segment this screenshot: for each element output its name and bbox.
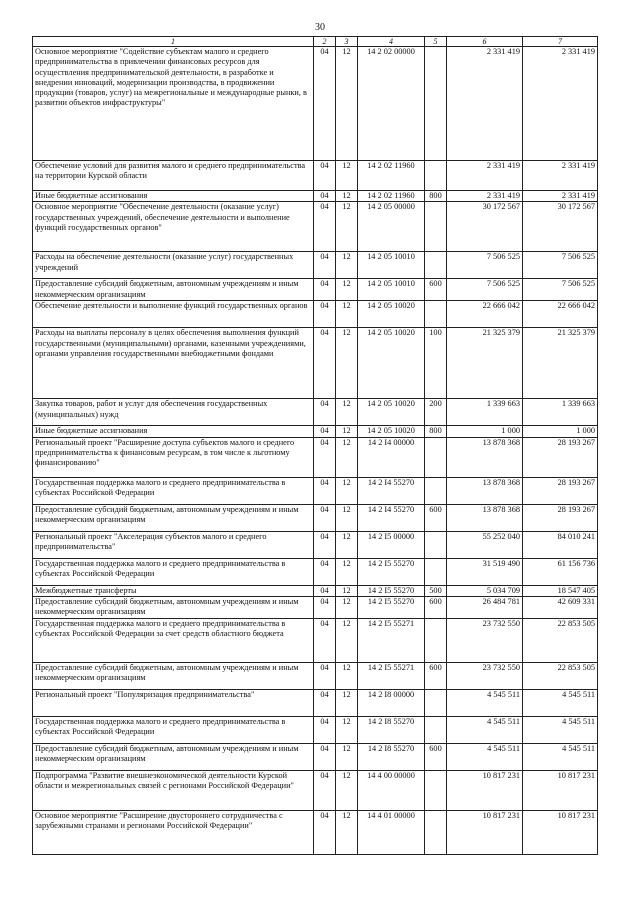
pr-cell: 12 <box>336 662 358 689</box>
pr-cell: 12 <box>336 558 358 585</box>
rz-cell: 04 <box>314 558 336 585</box>
amount-2-cell: 61 156 736 <box>523 558 598 585</box>
table-row <box>33 202 598 252</box>
table-row <box>33 328 598 399</box>
amount-2-cell: 18 547 405 <box>523 585 598 596</box>
table-row <box>33 531 598 558</box>
csr-cell: 14 2 05 10020 <box>358 328 425 399</box>
csr-cell: 14 2 I4 00000 <box>358 437 425 477</box>
csr-cell: 14 2 I5 55271 <box>358 662 425 689</box>
header-col-7: 7 <box>523 37 598 47</box>
vr-cell <box>425 252 447 279</box>
vr-cell <box>425 716 447 743</box>
pr-cell: 12 <box>336 191 358 202</box>
vr-cell: 600 <box>425 279 447 301</box>
header-col-2: 2 <box>314 37 336 47</box>
amount-1-cell: 4 545 511 <box>447 689 523 716</box>
pr-cell: 12 <box>336 252 358 279</box>
amount-2-cell: 10 817 231 <box>523 770 598 810</box>
table-row <box>33 47 598 161</box>
pr-cell: 12 <box>336 477 358 504</box>
name-cell: Расходы на выплаты персоналу в целях обеспечения выполнения функций государственными (муниципальными) органами, казенными учреждениями, органами управления государственными внебюджетными фондами <box>33 328 314 399</box>
amount-2-cell: 4 545 511 <box>523 743 598 770</box>
rz-cell: 04 <box>314 426 336 437</box>
name-cell: Подпрограмма "Развитие внешнеэкономической деятельности Курской области и межрегиональных связей с регионами Российской Федерации" <box>33 770 314 810</box>
table-row <box>33 504 598 531</box>
csr-cell: 14 2 I8 55270 <box>358 743 425 770</box>
pr-cell: 12 <box>336 531 358 558</box>
amount-2-cell: 21 325 379 <box>523 328 598 399</box>
amount-1-cell: 22 666 042 <box>447 301 523 328</box>
vr-cell <box>425 689 447 716</box>
rz-cell: 04 <box>314 596 336 618</box>
pr-cell: 12 <box>336 161 358 191</box>
amount-2-cell: 84 010 241 <box>523 531 598 558</box>
amount-2-cell: 4 545 511 <box>523 689 598 716</box>
rz-cell: 04 <box>314 743 336 770</box>
table-row <box>33 301 598 328</box>
csr-cell: 14 2 I5 55270 <box>358 596 425 618</box>
csr-cell: 14 2 02 11960 <box>358 161 425 191</box>
amount-1-cell: 2 331 419 <box>447 191 523 202</box>
amount-1-cell: 7 506 525 <box>447 252 523 279</box>
vr-cell <box>425 202 447 252</box>
pr-cell: 12 <box>336 689 358 716</box>
vr-cell <box>425 437 447 477</box>
table-row <box>33 161 598 191</box>
csr-cell: 14 2 05 10010 <box>358 279 425 301</box>
name-cell: Региональный проект "Популяризация предпринимательства" <box>33 689 314 716</box>
amount-2-cell: 22 853 505 <box>523 618 598 662</box>
amount-2-cell: 1 000 <box>523 426 598 437</box>
rz-cell: 04 <box>314 202 336 252</box>
pr-cell: 12 <box>336 504 358 531</box>
table-row <box>33 689 598 716</box>
amount-2-cell: 2 331 419 <box>523 47 598 161</box>
amount-2-cell: 7 506 525 <box>523 252 598 279</box>
name-cell: Государственная поддержка малого и среднего предпринимательства в субъектах Российской Федерации <box>33 477 314 504</box>
amount-1-cell: 23 732 550 <box>447 618 523 662</box>
amount-1-cell: 23 732 550 <box>447 662 523 689</box>
table-row <box>33 477 598 504</box>
vr-cell <box>425 618 447 662</box>
amount-1-cell: 1 000 <box>447 426 523 437</box>
vr-cell: 600 <box>425 504 447 531</box>
rz-cell: 04 <box>314 477 336 504</box>
pr-cell: 12 <box>336 585 358 596</box>
csr-cell: 14 2 I8 00000 <box>358 689 425 716</box>
pr-cell: 12 <box>336 399 358 426</box>
amount-2-cell: 1 339 663 <box>523 399 598 426</box>
header-col-1: 1 <box>33 37 314 47</box>
rz-cell: 04 <box>314 399 336 426</box>
csr-cell: 14 2 05 10010 <box>358 252 425 279</box>
amount-1-cell: 10 817 231 <box>447 770 523 810</box>
name-cell: Государственная поддержка малого и среднего предпринимательства в субъектах Российской Федерации <box>33 716 314 743</box>
pr-cell: 12 <box>336 279 358 301</box>
amount-1-cell: 13 878 368 <box>447 504 523 531</box>
name-cell: Предоставление субсидий бюджетным, автономным учреждениям и иным некоммерческим организациям <box>33 504 314 531</box>
amount-2-cell: 28 193 267 <box>523 504 598 531</box>
csr-cell: 14 2 I5 55270 <box>358 585 425 596</box>
pr-cell: 12 <box>336 810 358 854</box>
vr-cell: 500 <box>425 585 447 596</box>
name-cell: Предоставление субсидий бюджетным, автономным учреждениям и иным некоммерческим организациям <box>33 279 314 301</box>
rz-cell: 04 <box>314 585 336 596</box>
amount-1-cell: 2 331 419 <box>447 161 523 191</box>
rz-cell: 04 <box>314 47 336 161</box>
header-col-5: 5 <box>425 37 447 47</box>
amount-1-cell: 31 519 490 <box>447 558 523 585</box>
pr-cell: 12 <box>336 202 358 252</box>
rz-cell: 04 <box>314 810 336 854</box>
rz-cell: 04 <box>314 770 336 810</box>
name-cell: Межбюджетные трансферты <box>33 585 314 596</box>
header-col-3: 3 <box>336 37 358 47</box>
csr-cell: 14 4 01 00000 <box>358 810 425 854</box>
csr-cell: 14 2 I8 55270 <box>358 716 425 743</box>
csr-cell: 14 4 00 00000 <box>358 770 425 810</box>
amount-2-cell: 4 545 511 <box>523 716 598 743</box>
rz-cell: 04 <box>314 328 336 399</box>
name-cell: Государственная поддержка малого и среднего предпринимательства в субъектах Российской Федерации <box>33 558 314 585</box>
amount-1-cell: 7 506 525 <box>447 279 523 301</box>
name-cell: Региональный проект "Расширение доступа субъектов малого и среднего предпринимательства к финансовым ресурсам, в том числе к льготному финансированию" <box>33 437 314 477</box>
vr-cell <box>425 47 447 161</box>
csr-cell: 14 2 I4 55270 <box>358 477 425 504</box>
table-row <box>33 810 598 854</box>
table-row <box>33 252 598 279</box>
amount-1-cell: 5 034 709 <box>447 585 523 596</box>
csr-cell: 14 2 02 11960 <box>358 191 425 202</box>
page-number: 30 <box>315 22 325 33</box>
rz-cell: 04 <box>314 279 336 301</box>
amount-1-cell: 21 325 379 <box>447 328 523 399</box>
csr-cell: 14 2 I4 55270 <box>358 504 425 531</box>
amount-2-cell: 2 331 419 <box>523 161 598 191</box>
amount-1-cell: 26 484 781 <box>447 596 523 618</box>
pr-cell: 12 <box>336 743 358 770</box>
vr-cell <box>425 477 447 504</box>
name-cell: Обеспечение условий для развития малого и среднего предпринимательства на территории Курской области <box>33 161 314 191</box>
header-col-4: 4 <box>358 37 425 47</box>
amount-1-cell: 30 172 567 <box>447 202 523 252</box>
rz-cell: 04 <box>314 252 336 279</box>
rz-cell: 04 <box>314 191 336 202</box>
name-cell: Основное мероприятие "Расширение двустороннего сотрудничества с зарубежными странами и регионами Российской Федерации" <box>33 810 314 854</box>
rz-cell: 04 <box>314 689 336 716</box>
csr-cell: 14 2 05 10020 <box>358 399 425 426</box>
csr-cell: 14 2 02 00000 <box>358 47 425 161</box>
budget-table <box>32 36 598 855</box>
header-col-6: 6 <box>447 37 523 47</box>
amount-1-cell: 13 878 368 <box>447 437 523 477</box>
csr-cell: 14 2 I5 55270 <box>358 558 425 585</box>
csr-cell: 14 2 05 10020 <box>358 426 425 437</box>
vr-cell: 600 <box>425 596 447 618</box>
rz-cell: 04 <box>314 662 336 689</box>
table-row <box>33 585 598 596</box>
name-cell: Основное мероприятие "Обеспечение деятельности (оказание услуг) государственных учреждений, обеспечение деятельности и выполнение функций государственных органов" <box>33 202 314 252</box>
rz-cell: 04 <box>314 504 336 531</box>
table-row <box>33 770 598 810</box>
table-row <box>33 426 598 437</box>
table-row <box>33 743 598 770</box>
name-cell: Предоставление субсидий бюджетным, автономным учреждениям и иным некоммерческим организациям <box>33 743 314 770</box>
name-cell: Иные бюджетные ассигнования <box>33 426 314 437</box>
table-row <box>33 716 598 743</box>
vr-cell: 600 <box>425 662 447 689</box>
vr-cell <box>425 558 447 585</box>
table-row <box>33 399 598 426</box>
amount-1-cell: 4 545 511 <box>447 743 523 770</box>
csr-cell: 14 2 05 10020 <box>358 301 425 328</box>
pr-cell: 12 <box>336 716 358 743</box>
amount-2-cell: 2 331 419 <box>523 191 598 202</box>
table-row <box>33 437 598 477</box>
table-row <box>33 558 598 585</box>
rz-cell: 04 <box>314 161 336 191</box>
pr-cell: 12 <box>336 426 358 437</box>
name-cell: Государственная поддержка малого и среднего предпринимательства в субъектах Российской Федерации за счет средств областного бюджета <box>33 618 314 662</box>
pr-cell: 12 <box>336 770 358 810</box>
vr-cell: 800 <box>425 426 447 437</box>
table-row <box>33 279 598 301</box>
vr-cell: 600 <box>425 743 447 770</box>
name-cell: Предоставление субсидий бюджетным, автономным учреждениям и иным некоммерческим организациям <box>33 596 314 618</box>
amount-2-cell: 28 193 267 <box>523 437 598 477</box>
csr-cell: 14 2 05 00000 <box>358 202 425 252</box>
header-row <box>33 37 598 47</box>
vr-cell <box>425 810 447 854</box>
amount-2-cell: 10 817 231 <box>523 810 598 854</box>
pr-cell: 12 <box>336 47 358 161</box>
table-row <box>33 596 598 618</box>
amount-1-cell: 13 878 368 <box>447 477 523 504</box>
vr-cell <box>425 301 447 328</box>
name-cell: Предоставление субсидий бюджетным, автономным учреждениям и иным некоммерческим организациям <box>33 662 314 689</box>
table-row <box>33 191 598 202</box>
name-cell: Иные бюджетные ассигнования <box>33 191 314 202</box>
name-cell: Основное мероприятие "Содействие субъектам малого и среднего предпринимательства в привлечении финансовых ресурсов для осуществления предпринимательской деятельности, в разработке и внедрении инноваций, модернизации производства, в продвижении продукции (товаров, услуг) на межрегиональные и международные рынки, в развитии объектов инфраструктуры" <box>33 47 314 161</box>
vr-cell: 800 <box>425 191 447 202</box>
rz-cell: 04 <box>314 301 336 328</box>
table-row <box>33 662 598 689</box>
amount-2-cell: 28 193 267 <box>523 477 598 504</box>
amount-1-cell: 2 331 419 <box>447 47 523 161</box>
rz-cell: 04 <box>314 437 336 477</box>
table-row <box>33 618 598 662</box>
amount-1-cell: 55 252 040 <box>447 531 523 558</box>
table-body <box>33 47 598 855</box>
vr-cell: 200 <box>425 399 447 426</box>
pr-cell: 12 <box>336 437 358 477</box>
name-cell: Обеспечение деятельности и выполнение функций государственных органов <box>33 301 314 328</box>
vr-cell <box>425 531 447 558</box>
pr-cell: 12 <box>336 328 358 399</box>
amount-1-cell: 4 545 511 <box>447 716 523 743</box>
rz-cell: 04 <box>314 716 336 743</box>
csr-cell: 14 2 I5 55271 <box>358 618 425 662</box>
amount-2-cell: 7 506 525 <box>523 279 598 301</box>
amount-2-cell: 42 609 331 <box>523 596 598 618</box>
csr-cell: 14 2 I5 00000 <box>358 531 425 558</box>
rz-cell: 04 <box>314 531 336 558</box>
pr-cell: 12 <box>336 618 358 662</box>
pr-cell: 12 <box>336 301 358 328</box>
pr-cell: 12 <box>336 596 358 618</box>
name-cell: Расходы на обеспечение деятельности (оказание услуг) государственных учреждений <box>33 252 314 279</box>
vr-cell <box>425 161 447 191</box>
amount-1-cell: 10 817 231 <box>447 810 523 854</box>
amount-2-cell: 22 666 042 <box>523 301 598 328</box>
name-cell: Региональный проект "Акселерация субъектов малого и среднего предпринимательства" <box>33 531 314 558</box>
vr-cell: 100 <box>425 328 447 399</box>
amount-2-cell: 30 172 567 <box>523 202 598 252</box>
amount-1-cell: 1 339 663 <box>447 399 523 426</box>
amount-2-cell: 22 853 505 <box>523 662 598 689</box>
name-cell: Закупка товаров, работ и услуг для обеспечения государственных (муниципальных) нужд <box>33 399 314 426</box>
vr-cell <box>425 770 447 810</box>
rz-cell: 04 <box>314 618 336 662</box>
